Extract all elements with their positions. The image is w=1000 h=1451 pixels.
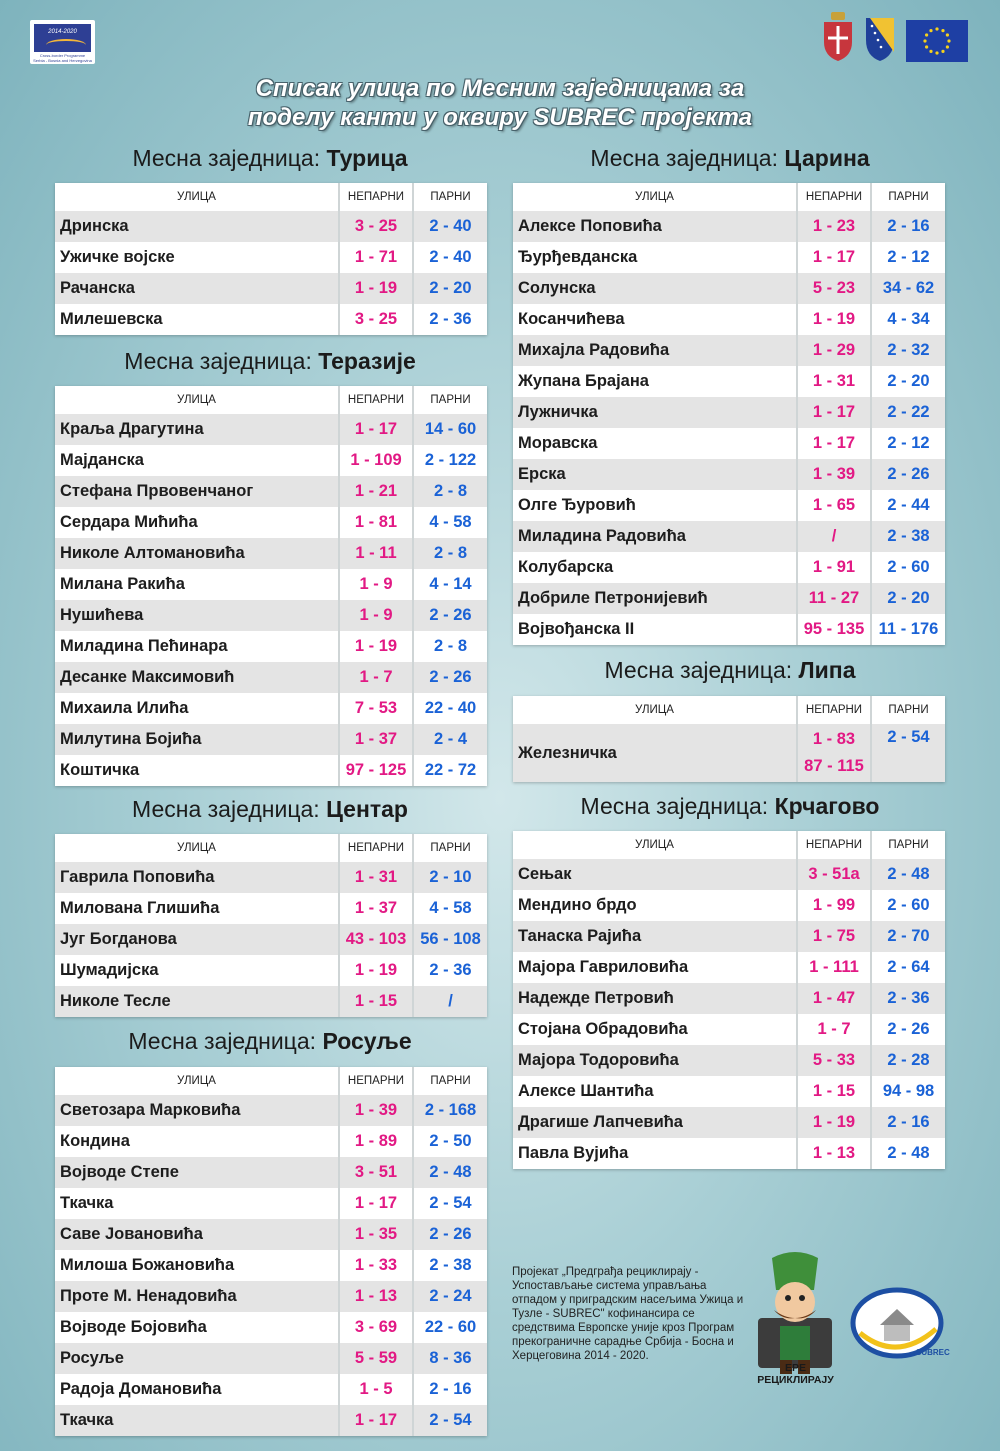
odd-cell: 1 - 7 <box>797 1014 871 1045</box>
col-odd-header: НЕПАРНИ <box>797 831 871 859</box>
table-row <box>55 538 487 569</box>
odd-cell: 1 - 31 <box>797 366 871 397</box>
even-cell: 2 - 44 <box>871 490 945 521</box>
odd-cell: 1 - 19 <box>339 631 413 662</box>
odd-cell: 95 - 135 <box>797 614 871 645</box>
table-row <box>55 693 487 724</box>
even-cell: 2 - 122 <box>413 445 487 476</box>
even-cell: 2 - 48 <box>871 1138 945 1169</box>
col-odd-header: НЕПАРНИ <box>797 183 871 211</box>
street-cell: Војвођанска II <box>518 620 635 638</box>
odd-cell: 1 - 17 <box>797 428 871 459</box>
even-cell: 2 - 26 <box>413 662 487 693</box>
table-header <box>513 696 945 724</box>
odd-cell: 1 - 47 <box>797 983 871 1014</box>
col-street-header: УЛИЦА <box>55 1067 339 1095</box>
street-cell: Солунска <box>513 273 797 304</box>
subrec-logo <box>850 1285 950 1360</box>
table-body <box>513 211 945 645</box>
street-cell: Ужичке војске <box>60 248 175 266</box>
table-carina <box>513 183 945 645</box>
street-cell: Ерска <box>513 459 797 490</box>
table-header <box>55 183 487 211</box>
odd-cell: 1 - 17 <box>339 414 413 445</box>
table-row <box>55 862 487 893</box>
odd-cell: / <box>797 521 871 552</box>
even-cell: 94 - 98 <box>871 1076 945 1107</box>
odd-cell: 1 - 65 <box>797 490 871 521</box>
table-row <box>55 924 487 955</box>
odd-cell: 3 - 51a <box>797 859 871 890</box>
even-cell: 11 - 176 <box>871 614 945 645</box>
table-row <box>513 1138 945 1169</box>
odd-cell: 1 - 13 <box>797 1138 871 1169</box>
odd-cell: 5 - 59 <box>339 1343 413 1374</box>
even-cell: / <box>413 986 487 1017</box>
table-row <box>513 859 945 890</box>
col-odd-header: НЕПАРНИ <box>339 834 413 862</box>
street-cell: Гаврила Поповића <box>55 862 339 893</box>
street-cell: Михајла Радовића <box>513 335 797 366</box>
table-row <box>513 1107 945 1138</box>
col-odd-header: НЕПАРНИ <box>797 696 871 724</box>
even-cell: 2 - 54 <box>413 1405 487 1436</box>
table-row <box>55 569 487 600</box>
table-body <box>55 862 487 1017</box>
col-street-header: УЛИЦА <box>513 831 797 859</box>
street-cell: Драгише Лапчевића <box>513 1107 797 1138</box>
even-cell: 2 - 70 <box>871 921 945 952</box>
col-even-header: ПАРНИ <box>413 834 487 862</box>
street-cell: Рачанска <box>55 273 339 304</box>
odd-cell: 1 - 17 <box>339 1405 413 1436</box>
table-row <box>513 366 945 397</box>
table-row <box>55 211 487 242</box>
even-cell: 2 - 20 <box>413 273 487 304</box>
odd-cell: 5 - 23 <box>797 273 871 304</box>
odd-cell: 1 - 17 <box>797 242 871 273</box>
odd-cell: 1 - 29 <box>797 335 871 366</box>
odd-cell: 3 - 69 <box>339 1312 413 1343</box>
odd-cell: 11 - 27 <box>797 583 871 614</box>
even-cell: 2 - 40 <box>413 211 487 242</box>
col-even-header: ПАРНИ <box>413 183 487 211</box>
street-cell: Ткачка <box>60 1194 114 1212</box>
col-even-header: ПАРНИ <box>413 1067 487 1095</box>
col-even-header: ПАРНИ <box>871 696 945 724</box>
street-cell: Николе Тесле <box>55 986 339 1017</box>
even-cell: 2 - 40 <box>413 242 487 273</box>
table-header <box>55 386 487 414</box>
even-cell: 2 - 54 <box>871 724 945 782</box>
eu-flag-icon <box>906 20 968 62</box>
odd-cell: 1 - 19 <box>797 1107 871 1138</box>
street-cell: Михаила Илића <box>60 699 189 717</box>
odd-cell: 1 - 37 <box>339 893 413 924</box>
eu-programme-logo: 2014-2020 Cross-border Programme Serbia - Bosnia and Herzegovina <box>30 20 95 64</box>
even-cell: 2 - 24 <box>413 1281 487 1312</box>
table-row <box>513 552 945 583</box>
street-cell: Железничка <box>513 724 797 782</box>
street-cell: Милутина Бојића <box>55 724 339 755</box>
odd-cell: 1 - 5 <box>339 1374 413 1405</box>
table-rosulje <box>55 1067 487 1436</box>
street-cell: Миладина Пећинара <box>60 637 228 655</box>
mascot-label: ЕРЕ РЕЦИКЛИРАЈУ <box>757 1362 834 1386</box>
page-title: Списак улица по Месним заједницама за поделу канти у оквиру SUBREC пројекта <box>247 75 753 131</box>
table-header <box>55 834 487 862</box>
street-cell: Југ Богданова <box>55 924 339 955</box>
even-cell: 22 - 72 <box>413 755 487 786</box>
odd-cell: 5 - 33 <box>797 1045 871 1076</box>
even-cell: 2 - 16 <box>871 1107 945 1138</box>
odd-cell: 1 - 75 <box>797 921 871 952</box>
table-row <box>513 273 945 304</box>
street-cell: Добриле Петронијевић <box>513 583 797 614</box>
even-cell: 22 - 40 <box>413 693 487 724</box>
street-cell: Војводе Бојовића <box>60 1318 207 1336</box>
table-row <box>513 724 945 782</box>
section-heading-turica: Месна заједница: Турица <box>132 145 408 171</box>
col-street-header: УЛИЦА <box>55 834 339 862</box>
table-row <box>55 600 487 631</box>
odd-cell: 3 - 25 <box>339 304 413 335</box>
odd-cell: 1 - 31 <box>339 862 413 893</box>
table-row <box>513 921 945 952</box>
street-cell: Алексе Поповића <box>513 211 797 242</box>
section-heading-carina: Месна заједница: Царина <box>590 145 870 171</box>
even-cell: 2 - 8 <box>413 631 487 662</box>
table-row <box>513 459 945 490</box>
odd-cell: 3 - 25 <box>339 211 413 242</box>
street-cell: Светозара Марковића <box>55 1095 339 1126</box>
even-cell: 2 - 54 <box>413 1188 487 1219</box>
subrec-logo-text: SUBREC <box>916 1348 950 1357</box>
table-lipa <box>513 696 945 782</box>
table-header <box>55 1067 487 1095</box>
odd-cell: 1 - 19 <box>339 273 413 304</box>
table-row <box>513 490 945 521</box>
odd-cell: 1 - 15 <box>797 1076 871 1107</box>
street-cell: Мајора Тодоровића <box>513 1045 797 1076</box>
odd-cell: 43 - 103 <box>339 924 413 955</box>
table-row <box>55 1312 487 1343</box>
col-even-header: ПАРНИ <box>871 183 945 211</box>
street-cell: Ђурђевданска <box>518 248 638 266</box>
street-cell: Олге Ђуровић <box>518 496 636 514</box>
even-cell: 2 - 26 <box>413 600 487 631</box>
even-cell: 2 - 26 <box>413 1219 487 1250</box>
street-cell: Нушићева <box>55 600 339 631</box>
bih-coat-of-arms-icon <box>864 12 896 62</box>
project-note: Пројекат „Предграђа рециклирају - Успостављање система управљања отпадом у приградским насељима Ужица и Тузле - SUBREC" кофинансира се средствима Европске уније кроз Програм прекограничне сарадње Србија - Босна и Херцеговина 2014 - 2020. <box>512 1266 744 1362</box>
section-heading-centar: Месна заједница: Центар <box>132 796 408 822</box>
table-body <box>513 859 945 1169</box>
even-cell: 4 - 34 <box>871 304 945 335</box>
odd-cell: 1 - 83 87 - 115 <box>797 724 871 782</box>
odd-cell: 1 - 89 <box>339 1126 413 1157</box>
section-heading-rosulje: Месна заједница: Росуље <box>128 1028 412 1054</box>
table-row <box>513 521 945 552</box>
street-cell: Танаска Рајића <box>513 921 797 952</box>
street-cell: Моравска <box>518 434 598 452</box>
even-cell: 4 - 58 <box>413 507 487 538</box>
street-cell: Мендино брдо <box>518 896 637 914</box>
table-row <box>55 1095 487 1126</box>
street-cell: Сердара Мићића <box>60 513 198 531</box>
street-cell: Косанчићева <box>518 310 625 328</box>
table-krcagovo <box>513 831 945 1169</box>
even-cell: 2 - 64 <box>871 952 945 983</box>
street-cell: Милована Глишића <box>60 899 220 917</box>
even-cell: 2 - 12 <box>871 242 945 273</box>
even-cell: 2 - 28 <box>871 1045 945 1076</box>
table-row <box>55 1343 487 1374</box>
col-street-header: УЛИЦА <box>513 696 797 724</box>
table-row <box>55 476 487 507</box>
odd-cell: 97 - 125 <box>339 755 413 786</box>
street-cell: Десанке Максимовић <box>55 662 339 693</box>
table-turica <box>55 183 487 335</box>
odd-cell: 1 - 37 <box>339 724 413 755</box>
table-row <box>55 955 487 986</box>
even-cell: 2 - 60 <box>871 890 945 921</box>
table-row <box>55 304 487 335</box>
street-cell: Ткачка <box>55 1405 339 1436</box>
even-cell: 14 - 60 <box>413 414 487 445</box>
odd-cell: 1 - 21 <box>339 476 413 507</box>
table-row <box>55 724 487 755</box>
odd-cell: 1 - 109 <box>339 445 413 476</box>
table-row <box>55 273 487 304</box>
table-row <box>55 1126 487 1157</box>
table-row <box>513 983 945 1014</box>
table-row <box>55 445 487 476</box>
serbia-coat-of-arms-icon <box>822 12 854 62</box>
even-cell: 4 - 14 <box>413 569 487 600</box>
odd-cell: 1 - 81 <box>339 507 413 538</box>
table-row <box>513 1076 945 1107</box>
street-cell: Проте М. Ненадовића <box>55 1281 339 1312</box>
table-row <box>513 397 945 428</box>
odd-cell: 1 - 17 <box>339 1188 413 1219</box>
odd-cell: 3 - 51 <box>339 1157 413 1188</box>
even-cell: 2 - 20 <box>871 366 945 397</box>
even-cell: 2 - 36 <box>413 955 487 986</box>
street-cell: Росуље <box>55 1343 339 1374</box>
table-row <box>513 1014 945 1045</box>
street-cell: Павла Вујића <box>518 1144 629 1162</box>
odd-cell: 1 - 71 <box>339 242 413 273</box>
even-cell: 4 - 58 <box>413 893 487 924</box>
even-cell: 2 - 16 <box>871 211 945 242</box>
street-cell: Надежде Петровић <box>513 983 797 1014</box>
even-cell: 2 - 38 <box>871 521 945 552</box>
col-even-header: ПАРНИ <box>871 831 945 859</box>
street-cell: Мајора Гавриловића <box>518 958 689 976</box>
street-cell: Лужничка <box>513 397 797 428</box>
street-cell: Миладина Радовића <box>513 521 797 552</box>
table-row <box>55 1157 487 1188</box>
table-row <box>513 583 945 614</box>
table-header <box>513 831 945 859</box>
table-row <box>55 242 487 273</box>
even-cell: 2 - 26 <box>871 459 945 490</box>
table-header <box>513 183 945 211</box>
table-row <box>513 242 945 273</box>
table-row <box>513 335 945 366</box>
odd-cell: 1 - 35 <box>339 1219 413 1250</box>
section-heading-krcagovo: Месна заједница: Крчагово <box>580 793 880 819</box>
odd-cell: 1 - 39 <box>339 1095 413 1126</box>
odd-cell: 1 - 111 <box>797 952 871 983</box>
even-cell: 56 - 108 <box>413 924 487 955</box>
street-cell: Радоја Домановића <box>60 1380 222 1398</box>
odd-cell: 1 - 9 <box>339 569 413 600</box>
table-row <box>55 986 487 1017</box>
odd-cell: 1 - 15 <box>339 986 413 1017</box>
even-cell: 22 - 60 <box>413 1312 487 1343</box>
col-street-header: УЛИЦА <box>513 183 797 211</box>
table-row <box>55 631 487 662</box>
odd-cell: 1 - 17 <box>797 397 871 428</box>
even-cell: 2 - 12 <box>871 428 945 459</box>
table-terazije <box>55 386 487 786</box>
even-cell: 2 - 50 <box>413 1126 487 1157</box>
table-row <box>55 1188 487 1219</box>
street-cell: Алексе Шантића <box>518 1082 654 1100</box>
recycling-mascot-icon <box>750 1250 840 1380</box>
even-cell: 2 - 36 <box>413 304 487 335</box>
street-cell: Колубарска <box>518 558 614 576</box>
even-cell: 8 - 36 <box>413 1343 487 1374</box>
col-street-header: УЛИЦА <box>55 386 339 414</box>
even-cell: 2 - 48 <box>871 859 945 890</box>
table-centar <box>55 834 487 1017</box>
street-cell: Сењак <box>513 859 797 890</box>
even-cell: 34 - 62 <box>871 273 945 304</box>
even-cell: 2 - 32 <box>871 335 945 366</box>
odd-cell: 1 - 13 <box>339 1281 413 1312</box>
odd-cell: 1 - 23 <box>797 211 871 242</box>
odd-cell: 1 - 39 <box>797 459 871 490</box>
col-odd-header: НЕПАРНИ <box>339 1067 413 1095</box>
table-row <box>513 211 945 242</box>
table-row <box>55 1374 487 1405</box>
table-row <box>55 893 487 924</box>
table-row <box>513 614 945 645</box>
odd-cell: 1 - 19 <box>339 955 413 986</box>
odd-cell: 1 - 99 <box>797 890 871 921</box>
col-odd-header: НЕПАРНИ <box>339 386 413 414</box>
table-row <box>513 1045 945 1076</box>
even-cell: 2 - 26 <box>871 1014 945 1045</box>
street-cell: Милоша Божановића <box>60 1256 235 1274</box>
table-row <box>513 890 945 921</box>
street-cell: Милана Ракића <box>60 575 185 593</box>
odd-cell: 1 - 7 <box>339 662 413 693</box>
table-row <box>513 428 945 459</box>
even-cell: 2 - 20 <box>871 583 945 614</box>
table-body <box>55 1095 487 1436</box>
street-cell: Стефана Првовенчаног <box>55 476 339 507</box>
even-cell: 2 - 48 <box>413 1157 487 1188</box>
even-cell: 2 - 38 <box>413 1250 487 1281</box>
street-cell: Стојана Обрадовића <box>518 1020 688 1038</box>
table-row <box>513 952 945 983</box>
even-cell: 2 - 22 <box>871 397 945 428</box>
table-row <box>513 304 945 335</box>
table-row <box>55 662 487 693</box>
even-cell: 2 - 36 <box>871 983 945 1014</box>
odd-cell: 1 - 11 <box>339 538 413 569</box>
even-cell: 2 - 4 <box>413 724 487 755</box>
street-cell: Николе Алтомановића <box>55 538 339 569</box>
odd-cell: 7 - 53 <box>339 693 413 724</box>
street-cell: Војводе Степе <box>55 1157 339 1188</box>
table-row <box>55 1250 487 1281</box>
col-street-header: УЛИЦА <box>55 183 339 211</box>
street-cell: Милешевска <box>60 310 163 328</box>
even-cell: 2 - 8 <box>413 476 487 507</box>
even-cell: 2 - 8 <box>413 538 487 569</box>
section-heading-lipa: Месна заједница: Липа <box>604 657 856 683</box>
odd-cell: 1 - 9 <box>339 600 413 631</box>
section-heading-terazije: Месна заједница: Теразије <box>124 348 416 374</box>
street-cell: Кондина <box>60 1132 130 1150</box>
even-cell: 2 - 10 <box>413 862 487 893</box>
odd-cell: 1 - 91 <box>797 552 871 583</box>
street-cell: Шумадијска <box>60 961 159 979</box>
table-row <box>55 1405 487 1436</box>
table-row <box>55 507 487 538</box>
table-row <box>55 1281 487 1312</box>
street-cell: Дринска <box>55 211 339 242</box>
street-cell: Мајданска <box>60 451 144 469</box>
table-body <box>55 211 487 335</box>
col-even-header: ПАРНИ <box>413 386 487 414</box>
table-row <box>55 755 487 786</box>
street-cell: Коштичка <box>60 761 140 779</box>
odd-cell: 1 - 19 <box>797 304 871 335</box>
even-cell: 2 - 60 <box>871 552 945 583</box>
table-body <box>55 414 487 786</box>
even-cell: 2 - 168 <box>413 1095 487 1126</box>
street-cell: Жупана Брајана <box>518 372 649 390</box>
col-odd-header: НЕПАРНИ <box>339 183 413 211</box>
even-cell: 2 - 16 <box>413 1374 487 1405</box>
street-cell: Саве Јовановића <box>55 1219 339 1250</box>
odd-cell: 1 - 33 <box>339 1250 413 1281</box>
table-row <box>55 1219 487 1250</box>
table-row <box>55 414 487 445</box>
street-cell: Краља Драгутина <box>55 414 339 445</box>
